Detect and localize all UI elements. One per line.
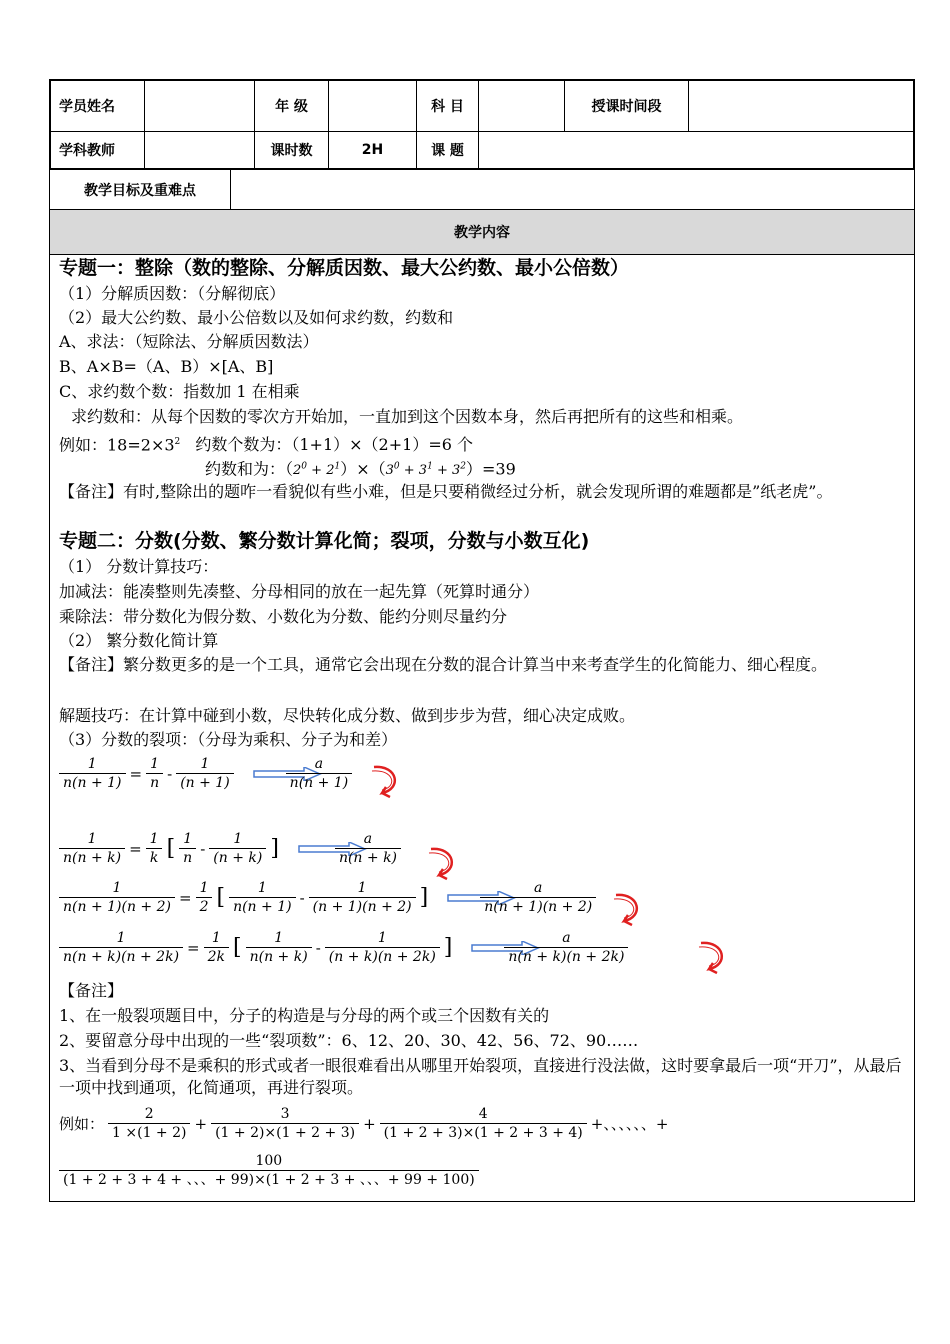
s1-line6: 求约数和：从每个因数的零次方开始加，一直加到这个因数本身，然后再把所有的这些和相乘。 [71, 407, 744, 426]
s2-line2: 加减法：能凑整则先凑整、分母相同的放在一起先算（死算时通分） [59, 582, 540, 601]
f3-t1: $\frac{1}{n(n + 1)}$ [229, 879, 296, 916]
period-label: 授课时间段 [565, 81, 689, 132]
f3-coef: $\frac{1}{2}$ [196, 879, 213, 916]
s1-line2: （2）最大公约数、最小公倍数以及如何求约数，约数和 [59, 308, 454, 327]
content-body [50, 255, 914, 1201]
ex2-c: ）=39 [465, 459, 516, 479]
ex-term1: $\frac{2}{1 \times(1 + 2)}$ [108, 1105, 190, 1142]
notes-3: 3、当看到分母不是乘积的形式或者一眼很难看出从哪里开始裂项，直接进行没法做，这时要拿最后一项“开刀”，从最后一项中找到通项，化简通项，再进行裂项。 [59, 1056, 902, 1097]
ex-term2: $\frac{3}{(1 + 2)\times(1 + 2 + 3)}$ [211, 1105, 359, 1142]
formula-3: $\frac{1}{n(n + 1)(n + 2)}$ = $\frac{1}{2}$ [ $\frac{1}{n(n + 1)}$ - $\frac{1}{(n + 1)(n + 2)}$ ] $\frac{a}{n(n + 1)(n + 2)}$ [59, 879, 596, 916]
f1-t1: $\frac{1}{n}$ [146, 755, 163, 792]
grade-field[interactable] [329, 81, 417, 132]
s2-line1: （1） 分数计算技巧： [59, 557, 219, 576]
ex2-a: 约数和为：（ [205, 459, 294, 479]
s2-line4: （2） 繁分数化简计算 [59, 631, 219, 650]
ex1-prefix: 例如：18=2×3 [59, 435, 175, 455]
section2-title: 专题二：分数(分数、繁分数计算化简；裂项，分数与小数互化) [59, 530, 590, 552]
f2-lhs: $\frac{1}{n(n + k)}$ [59, 830, 125, 867]
example-label: 例如： [59, 1115, 105, 1133]
header-table [50, 80, 914, 169]
s2-line3: 乘除法：带分数化为假分数、小数化为分数、能约分则尽量约分 [59, 607, 508, 626]
f2-coef: $\frac{1}{k}$ [146, 830, 163, 867]
f2-t2: $\frac{1}{(n + k)}$ [209, 830, 266, 867]
content-heading: 教学内容 [50, 209, 914, 255]
section1-title: 专题一：整除（数的整除、分解质因数、最大公约数、最小公倍数） [59, 257, 630, 279]
goal-row [50, 169, 914, 209]
hours-label: 课时数 [255, 132, 329, 169]
f4-coef: $\frac{1}{2k}$ [204, 929, 229, 966]
ex1-exp: 2 [174, 437, 181, 447]
formula-4: $\frac{1}{n(n + k)(n + 2k)}$ = $\frac{1}{2k}$ [ $\frac{1}{n(n + k)}$ - $\frac{1}{(n + k)(n + 2k)}$ ] $\frac{a}{n(n + k)(n + 2k)}$ [59, 929, 628, 966]
example-series: 例如： $\frac{2}{1 \times(1 + 2)}$ + $\frac{3}{(1 + 2)\times(1 + 2 + 3)}$ + $\frac{4}{(1 + 2 + 3)\times(1 + 2 + 3 + 4)}$ +、、、、、、+ [59, 1106, 669, 1141]
notes-title: 【备注】 [59, 981, 124, 1000]
teacher-field[interactable] [145, 132, 255, 169]
notes-2: 2、要留意分母中出现的一些“裂项数”：6、12、20、30、42、56、72、90…… [59, 1031, 639, 1050]
red-curl-arrow-icon [368, 763, 404, 805]
s2-line5: （3）分数的裂项：（分母为乘积、分子为和差） [59, 730, 398, 749]
s1-line3: A、求法：（短除法、分解质因数法） [59, 332, 319, 351]
student-name-field[interactable] [145, 81, 255, 132]
lesson-sheet [49, 79, 915, 1202]
s1-example1 [59, 431, 473, 456]
subject-field[interactable] [479, 81, 565, 132]
f4-t1: $\frac{1}{n(n + k)}$ [246, 929, 312, 966]
red-curl-arrow-icon [695, 939, 731, 981]
s1-example2: 约数和为：$(2^0 + 2^1)\times(3^0 + 3^1 + 3^2)=39$ [205, 459, 516, 479]
teacher-label: 学科教师 [51, 132, 145, 169]
subject-label: 科 目 [417, 81, 479, 132]
ex1-count: 约数个数为：（1+1）×（2+1）=6 个 [195, 435, 473, 455]
s1-line1: （1）分解质因数：（分解彻底） [59, 284, 286, 303]
formula-1: $\frac{1}{n(n + 1)}$ = $\frac{1}{n}$ - $\frac{1}{(n + 1)}$ $\frac{a}{n(n + 1)}$ [59, 755, 352, 792]
ex-tail: +、、、、、、+ [590, 1115, 669, 1133]
period-field[interactable] [689, 81, 914, 132]
f4-t2: $\frac{1}{(n + k)(n + 2k)}$ [325, 929, 440, 966]
f1-t2: $\frac{1}{(n + 1)}$ [176, 755, 233, 792]
hours-value: 2H [329, 132, 417, 169]
s2-note: 【备注】繁分数更多的是一个工具，通常它会出现在分数的混合计算当中来考查学生的化简能力、细心程度。 [59, 655, 828, 674]
f2-t1: $\frac{1}{n}$ [179, 830, 196, 867]
goal-field[interactable] [231, 170, 914, 209]
red-curl-arrow-icon [610, 891, 646, 933]
red-curl-arrow-icon [425, 845, 461, 887]
f4-lhs: $\frac{1}{n(n + k)(n + 2k)}$ [59, 929, 183, 966]
f1-lhs: $\frac{1}{n(n + 1)}$ [59, 755, 126, 792]
ex-term3: $\frac{4}{(1 + 2 + 3)\times(1 + 2 + 3 + 4)}$ [380, 1105, 587, 1142]
grade-label: 年 级 [255, 81, 329, 132]
f3-general: $\frac{a}{n(n + 1)(n + 2)}$ [480, 879, 596, 916]
s1-line5: C、求约数个数：指数加 1 在相乘 [59, 382, 300, 401]
s1-line4: B、A×B=（A、B）×[A、B] [59, 357, 274, 376]
student-name-label: 学员姓名 [51, 81, 145, 132]
notes-1: 1、在一般裂项题目中，分子的构造是与分母的两个或三个因数有关的 [59, 1006, 550, 1025]
topic-field[interactable] [479, 132, 914, 169]
topic-label: 课 题 [417, 132, 479, 169]
s2-tip: 解题技巧：在计算中碰到小数，尽快转化成分数、做到步步为营，细心决定成败。 [59, 706, 636, 725]
formula-2: $\frac{1}{n(n + k)}$ = $\frac{1}{k}$ [ $\frac{1}{n}$ - $\frac{1}{(n + k)}$ ] $\frac{a}{n(n + k)}$ [59, 830, 401, 867]
f1-general: $\frac{a}{n(n + 1)}$ [286, 755, 353, 792]
ex2-b: ）×（ [340, 459, 386, 479]
f4-general: $\frac{a}{n(n + k)(n + 2k)}$ [504, 929, 628, 966]
f2-general: $\frac{a}{n(n + k)}$ [335, 830, 401, 867]
f3-lhs: $\frac{1}{n(n + 1)(n + 2)}$ [59, 879, 175, 916]
example-last-term [59, 1152, 479, 1189]
f3-t2: $\frac{1}{(n + 1)(n + 2)}$ [309, 879, 416, 916]
s1-note: 【备注】有时,整除出的题咋一看貌似有些小难，但是只要稍微经过分析，就会发现所谓的难题都是”纸老虎”。 [59, 482, 833, 501]
goal-label: 教学目标及重难点 [50, 170, 231, 209]
ex-term-last: $\frac{100}{(1 + 2 + 3 + 4 + 、、、+ 99)\times(1 + 2 + 3 + 、、、+ 99 + 100)}$ [59, 1152, 479, 1189]
